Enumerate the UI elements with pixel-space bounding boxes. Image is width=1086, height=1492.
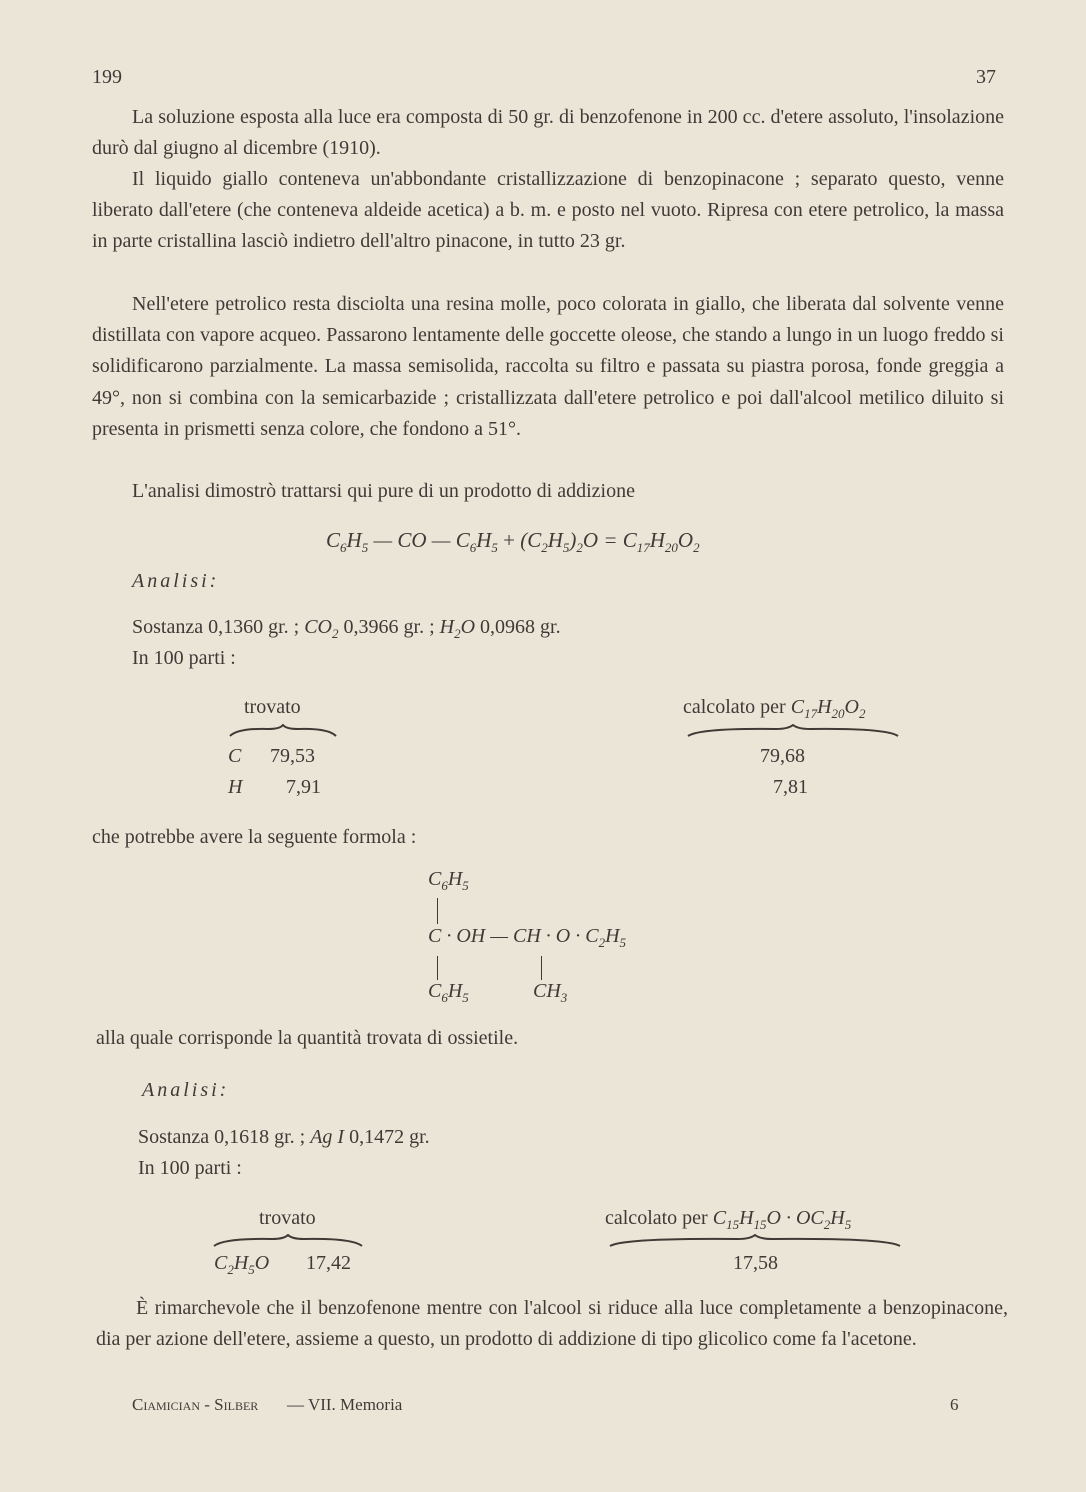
paragraph-5: che potrebbe avere la seguente formola : bbox=[92, 826, 417, 848]
calcolato-label-1: calcolato per $C_{17}H_{20}O_2$ bbox=[683, 696, 866, 721]
brace-calcolato-1 bbox=[686, 724, 900, 738]
ethoxy-found-value: 17,42 bbox=[306, 1252, 351, 1274]
footer-authors: Ciamician - Silber bbox=[132, 1395, 259, 1414]
paragraph-1: La soluzione esposta alla luce era composta di 50 gr. di benzofenone in 200 cc. d'etere assoluto, l'insolazione durò dal giugno al dicembre (1910). bbox=[92, 106, 1004, 160]
bond-vertical-3 bbox=[541, 956, 542, 980]
formula-middle-row: C · OH — CH · $O \cdot C_2H_5$ bbox=[428, 925, 627, 950]
page-number-left: 199 bbox=[92, 66, 122, 88]
footer-sheet-number: 6 bbox=[950, 1395, 959, 1414]
page-number-right: 37 bbox=[976, 66, 996, 88]
analisi-heading-2: Analisi: bbox=[142, 1079, 230, 1101]
brace-trovato-2 bbox=[212, 1234, 364, 1248]
paragraph-2: Il liquido giallo conteneva un'abbondante cristallizzazione di benzopinacone ; separato questo, venne liberato dall'etere (che conteneva aldeide acetica) a b. m. e posto nel vuoto. Ripresa con etere petrolico, la massa in parte cristallina lasciò indietro dell'altro pinacone, in tutto 23 gr. bbox=[92, 168, 1004, 253]
element-label-c: C bbox=[228, 745, 242, 767]
ethoxy-label: $C_2H_5O$ bbox=[214, 1252, 270, 1277]
element-label-h: H bbox=[228, 776, 243, 798]
sostanza-line-1: Sostanza 0,1360 gr. ; $CO_2$ 0,3966 gr. ; $H_2O$ 0,0968 gr. bbox=[132, 616, 561, 641]
paragraph-7: È rimarchevole che il benzofenone mentre con l'alcool si riduce alla luce completamente a benzopinacone, dia per azione dell'etere, assieme a questo, un prodotto di addizione di tipo glicolico come fa l'acetone. bbox=[96, 1297, 1008, 1351]
brace-trovato-1 bbox=[228, 724, 338, 738]
in100-line-1: In 100 parti : bbox=[132, 647, 236, 669]
h-calc-value: 7,81 bbox=[773, 776, 808, 798]
c-calc-value: 79,68 bbox=[760, 745, 805, 767]
in100-line-2: In 100 parti : bbox=[138, 1157, 242, 1179]
paragraph-6: alla quale corrisponde la quantità trovata di ossietile. bbox=[96, 1027, 519, 1049]
trovato-label-1: trovato bbox=[244, 696, 301, 718]
paragraph-4: L'analisi dimostrò trattarsi qui pure di un prodotto di addizione bbox=[132, 480, 635, 502]
bond-vertical-2 bbox=[437, 956, 438, 980]
formula-top-c6h5: $C_6H_5$ bbox=[428, 868, 469, 893]
brace-calcolato-2 bbox=[608, 1234, 902, 1248]
formula-bottom-ch3: $CH_3$ bbox=[533, 980, 568, 1005]
reaction-equation: $C_6H_5$ — CO — $C_6H_5 + (C_2H_5)_2O = C_{17}H_{20}O_2$ bbox=[326, 528, 700, 555]
trovato-label-2: trovato bbox=[259, 1207, 316, 1229]
c-found-value: 79,53 bbox=[270, 745, 315, 767]
footer-memoria: — VII. Memoria bbox=[287, 1395, 403, 1414]
ethoxy-calc-value: 17,58 bbox=[733, 1252, 778, 1274]
bond-vertical-1 bbox=[437, 898, 438, 924]
paragraph-3: Nell'etere petrolico resta disciolta una resina molle, poco colorata in giallo, che liberata dal solvente venne distillata con vapore acqueo. Passarono lentamente delle goccette oleose, che stando a lungo in un luogo freddo si solidificarono parzialmente. La massa semisolida, raccolta su filtro e passata su piastra porosa, fonde greggia a 49°, non si combina con la semicarbazide ; cristallizzata dall'etere petrolico e poi dall'alcool metilico diluito si presenta in prismetti senza colore, che fondono a 51°. bbox=[92, 293, 1004, 440]
formula-bottom-c6h5: $C_6H_5$ bbox=[428, 980, 469, 1005]
analisi-heading-1: Analisi: bbox=[132, 570, 220, 592]
sostanza-line-2: Sostanza 0,1618 gr. ; Ag I 0,1472 gr. bbox=[138, 1126, 430, 1148]
calcolato-label-2: calcolato per $C_{15}H_{15}O \cdot OC_2H_5$ bbox=[605, 1207, 852, 1232]
h-found-value: 7,91 bbox=[286, 776, 321, 798]
